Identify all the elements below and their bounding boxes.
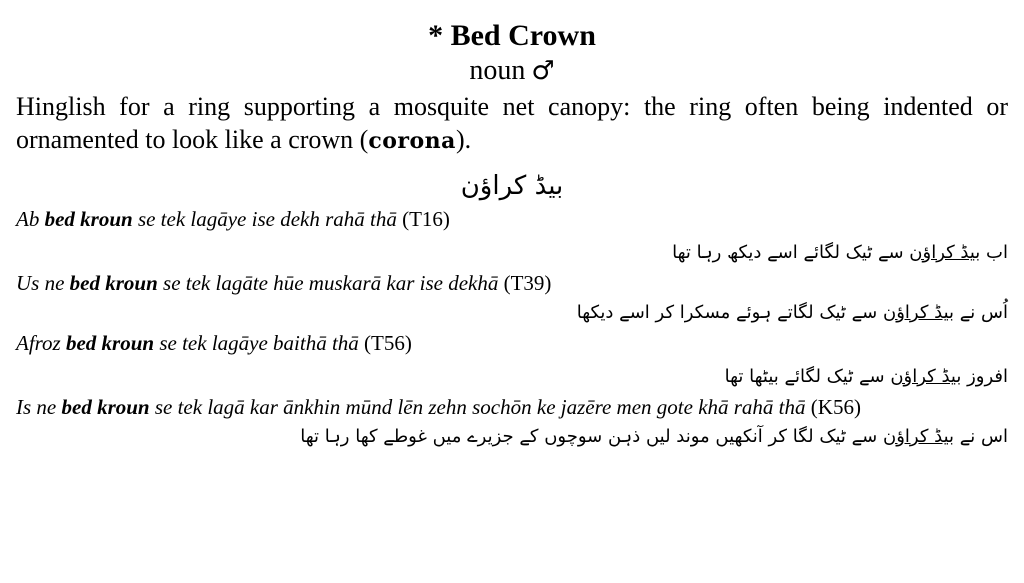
example-reference: (K56) [805,395,861,419]
masculine-gender-icon: ♂ [531,56,555,86]
entry-headword: * Bed Crown [428,19,596,52]
example-reference: (T39) [498,271,552,295]
example-urdu-keyword: بیڈ کراؤن [882,302,955,323]
example-urdu: اُس نے بیڈ کراؤن سے ٹیک لگاتے ہوئے مسکرا کر اسے دیکھا [576,302,1008,323]
example-transliteration: Us ne bed kroun se tek lagāte hūe muskarā kar ise dekhā (T39) [16,271,552,295]
example-transliteration: Ab bed kroun se tek lagāye ise dekh rahā thā (T16) [16,207,450,231]
example-urdu-keyword: بیڈ کراؤن [890,366,962,387]
part-of-speech-line [16,54,1008,88]
part-of-speech: noun [469,55,526,86]
example-urdu-keyword: بیڈ کراؤن [909,242,981,263]
definition-latin-term: corona [368,128,456,154]
example-urdu-keyword: بیڈ کراؤن [882,426,955,447]
example-urdu: افروز بیڈ کراؤن سے ٹیک لگائے بیٹھا تھا [724,366,1008,387]
definition [16,90,1008,158]
example-transliteration: Afroz bed kroun se tek lagāye baithā thā (T56) [16,331,412,355]
example-reference: (T56) [358,331,412,355]
example-urdu: اس نے بیڈ کراؤن سے ٹیک لگا کر آنکھیں موند لیں ذہن سوچوں کے جزیرے میں غوطے کھا رہا تھا [300,426,1008,447]
example-keyword: bed kroun [44,207,133,231]
urdu-headword: بیڈ کراؤن [460,171,564,201]
example-transliteration: Is ne bed kroun se tek lagā kar ānkhin mūnd lēn zehn sochōn ke jazēre men gote khā rahā thā (K56) [16,395,861,419]
definition-text-end: ). [455,125,472,154]
example-keyword: bed kroun [65,331,155,355]
example-urdu: اب بیڈ کراؤن سے ٹیک لگائے اسے دیکھ رہا تھا [672,242,1008,263]
dictionary-entry [16,18,1008,454]
example-keyword: bed kroun [69,271,158,295]
definition-text: Hinglish for a ring supporting a mosquite net canopy: the ring often being indented or ornamented to look like a crown ( [16,92,1008,154]
example-keyword: bed kroun [61,395,150,419]
example-reference: (T16) [396,207,450,231]
